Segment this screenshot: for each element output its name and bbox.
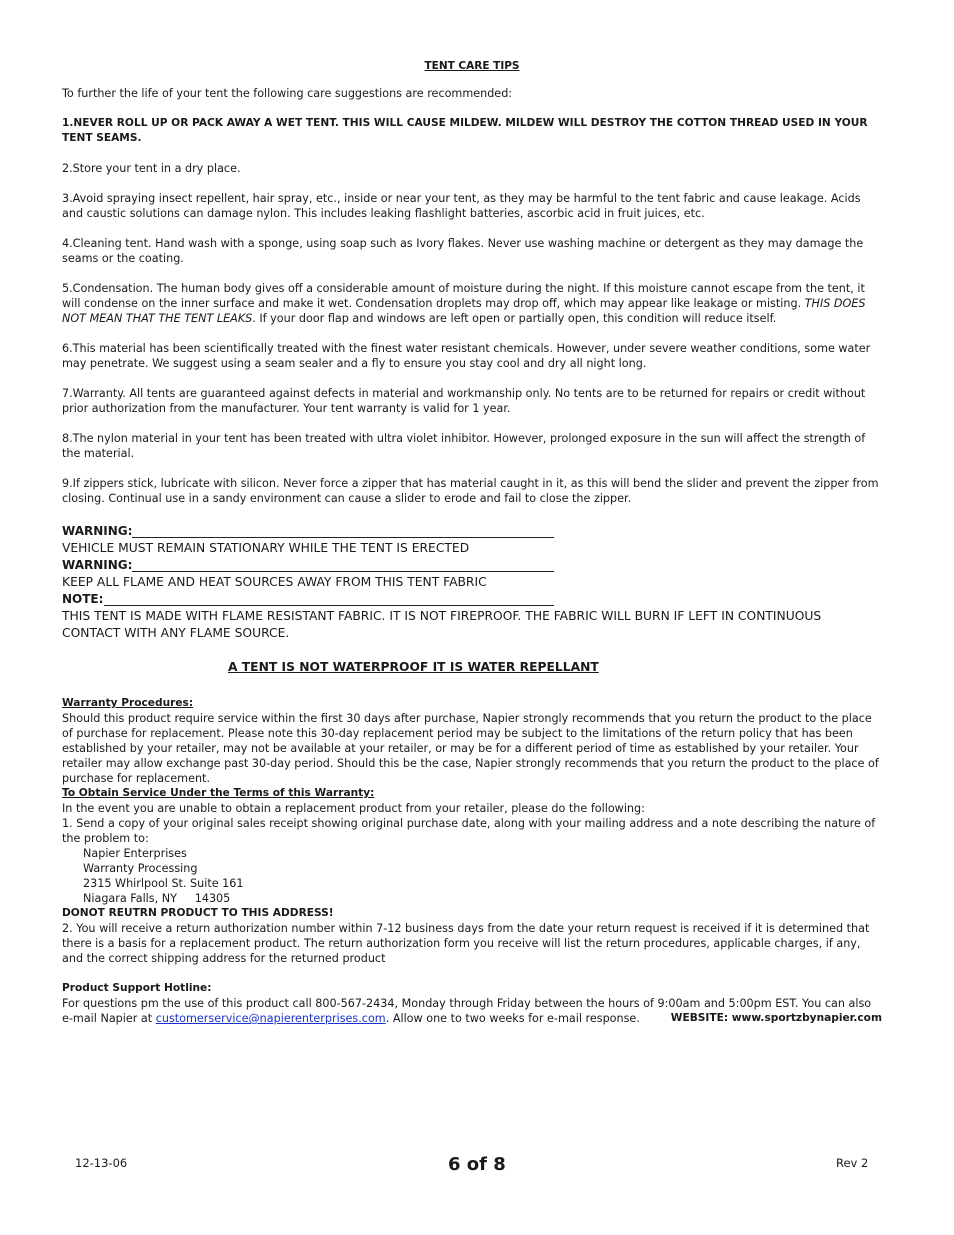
warranty-text: Should this product require service within the first 30 days after purchase, Napier strongly recommends that you return the product to the place of purchase for replacement. Please note this 30-day replacement period may be subject to the limitations of the return policy that has been established by your retailer, may not be available at your retailer, or may be for a different period of time as established by your retailer. Your retailer may allow exchange past 30-day period. Should this be the case, Napier strongly recommends that you return the product to the place of purchase for replacement. bbox=[62, 712, 879, 785]
website-label: WEBSITE: www.sportzbynapier.com bbox=[670, 1012, 882, 1024]
note-label: NOTE: bbox=[62, 592, 104, 606]
address-line: Niagara Falls, NY 14305 bbox=[83, 892, 231, 905]
tip-5 bbox=[62, 281, 882, 326]
tip-5-italic: THIS DOES NOT MEAN THAT THE TENT LEAKS bbox=[62, 297, 866, 325]
hotline-heading: Product Support Hotline: bbox=[62, 982, 212, 994]
tip-8: 8.The nylon material in your tent has been treated with ultra violet inhibitor. However, prolonged exposure in the sun will affect the strength of the material. bbox=[62, 432, 866, 460]
footer-page-number: 6 of 8 bbox=[448, 1154, 506, 1175]
warning-1-line bbox=[132, 537, 554, 538]
obtain-service-heading: To Obtain Service Under the Terms of this Warranty: bbox=[62, 787, 375, 799]
tip-2: 2.Store your tent in a dry place. bbox=[62, 162, 241, 175]
tip-9: 9.If zippers stick, lubricate with silicon. Never force a zipper that has material caught in it, as this will bend the slider and prevent the zipper from closing. Continual use in a sandy environment can cause a slider to erode and fail to close the zipper. bbox=[62, 477, 879, 505]
document-page bbox=[62, 60, 882, 1026]
tip-5-text-b: . If your door flap and windows are left open or partially open, this condition will reduce itself. bbox=[252, 312, 777, 325]
tip-7: 7.Warranty. All tents are guaranteed against defects in material and workmanship only. No tents are to be returned for repairs or credit without prior authorization from the manufacturer. Your tent warranty is valid for 1 year. bbox=[62, 387, 866, 415]
address-line: Napier Enterprises bbox=[83, 847, 187, 860]
warning-1-header bbox=[62, 523, 554, 540]
note-header bbox=[62, 591, 554, 608]
do-not-return-notice: DONOT REUTRN PRODUCT TO THIS ADDRESS! bbox=[62, 907, 334, 919]
note-text: THIS TENT IS MADE WITH FLAME RESISTANT FABRIC. IT IS NOT FIREPROOF. THE FABRIC WILL BURN IF LEFT IN CONTINUOUS CONTACT WITH ANY FLAME SOURCE. bbox=[62, 609, 822, 640]
waterproof-heading: A TENT IS NOT WATERPROOF IT IS WATER REPELLANT bbox=[228, 660, 599, 674]
step-2: 2. You will receive a return authorization number within 7-12 business days from the date your return request is received if it is determined that there is a basis for a replacement product. The return authorization form you receive will list the return procedures, applicable charges, if any, and the correct shipping address for the returned product bbox=[62, 922, 870, 965]
address-line: Warranty Processing bbox=[83, 862, 198, 875]
warning-1-text: VEHICLE MUST REMAIN STATIONARY WHILE THE TENT IS ERECTED bbox=[62, 541, 470, 555]
tip-1: 1.NEVER ROLL UP OR PACK AWAY A WET TENT. THIS WILL CAUSE MILDEW. MILDEW WILL DESTROY THE COTTON THREAD USED IN YOUR TENT SEAMS. bbox=[62, 117, 868, 144]
address-line: 2315 Whirlpool St. Suite 161 bbox=[83, 877, 244, 890]
warning-2-text: KEEP ALL FLAME AND HEAT SOURCES AWAY FROM THIS TENT FABRIC bbox=[62, 575, 487, 589]
footer-revision: Rev 2 bbox=[836, 1156, 869, 1170]
footer-date: 12-13-06 bbox=[75, 1156, 128, 1170]
tip-4: 4.Cleaning tent. Hand wash with a sponge, using soap such as Ivory flakes. Never use washing machine or detergent as they may damage the seams or the coating. bbox=[62, 237, 864, 265]
warning-1-label: WARNING: bbox=[62, 524, 133, 538]
intro-text: To further the life of your tent the following care suggestions are recommended: bbox=[62, 87, 513, 100]
obtain-intro: In the event you are unable to obtain a replacement product from your retailer, please do the following: bbox=[62, 802, 645, 815]
page-title: TENT CARE TIPS bbox=[424, 60, 520, 72]
warranty-heading: Warranty Procedures: bbox=[62, 697, 194, 709]
support-email-link[interactable]: customerservice@napierenterprises.com bbox=[155, 1012, 386, 1025]
note-line bbox=[104, 605, 554, 606]
warning-2-label: WARNING: bbox=[62, 558, 133, 572]
hotline-text-b: . Allow one to two weeks for e-mail response. bbox=[385, 1012, 640, 1025]
hotline-text-a: For questions pm the use of this product call 800-567-2434, Monday through Friday between the hours of 9:00am and 5:00pm EST. You can also e-mail Napier at bbox=[62, 997, 872, 1025]
hotline-text bbox=[62, 996, 882, 1026]
tip-5-text-a: 5.Condensation. The human body gives off a considerable amount of moisture during the night. If this moisture cannot escape from the tent, it will condense on the inner surface and make it wet. Condensation droplets may drop off, which may appear like leakage or misting. bbox=[62, 282, 865, 310]
tip-3: 3.Avoid spraying insect repellent, hair spray, etc., inside or near your tent, as they may be harmful to the tent fabric and cause leakage. Acids and caustic solutions can damage nylon. This includes leaking flashlight batteries, ascorbic acid in fruit juices, etc. bbox=[62, 192, 861, 220]
warning-2-line bbox=[132, 571, 554, 572]
warning-2-header bbox=[62, 557, 554, 574]
step-1: 1. Send a copy of your original sales receipt showing original purchase date, along with your mailing address and a note describing the nature of the problem to: bbox=[62, 817, 876, 845]
tip-6: 6.This material has been scientifically treated with the finest water resistant chemicals. However, under severe weather conditions, some water may penetrate. We suggest using a seam sealer and a fly to ensure you stay cool and dry all night long. bbox=[62, 342, 871, 370]
